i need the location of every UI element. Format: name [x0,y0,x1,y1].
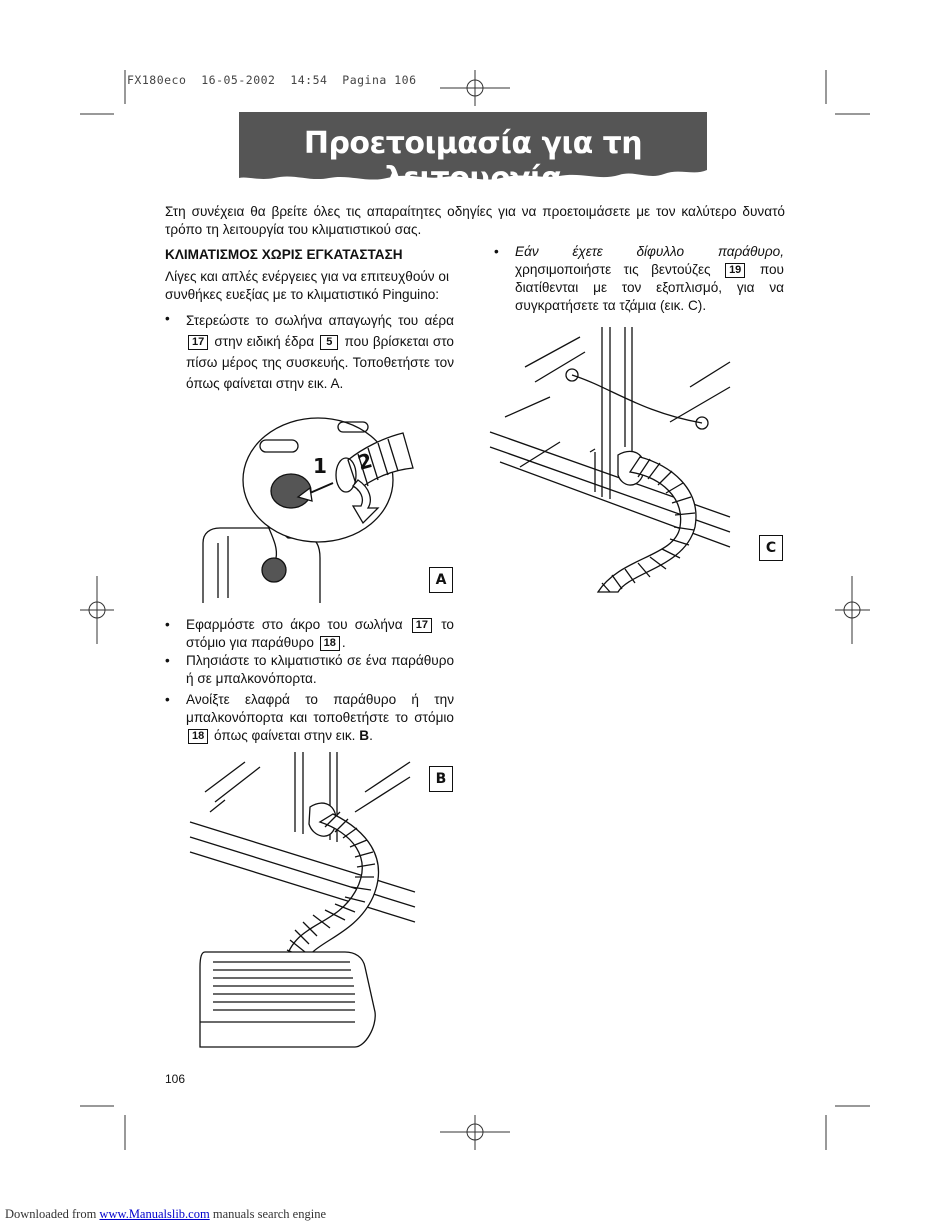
bullet-dot: • [165,692,170,707]
part-ref: 18 [188,729,208,744]
bullet-dot: • [494,244,499,259]
manualslib-link[interactable]: www.Manualslib.com [99,1207,210,1221]
section-lead: Λίγες και απλές ενέργειες για να επιτευχθούν οι συνθήκες ευεξίας με το κλιματιστικό Pinguino: [165,269,449,302]
intro-paragraph: Στη συνέχεια θα βρείτε όλες τις απαραίτητες οδηγίες για να προετοιμάσετε με τον καλύτερο δυνατό τρόπο τη λειτουργία του κλιματιστικού σας. [165,204,785,237]
bullet-text: χρησιμοποιήστε τις βεντούζες [515,262,711,277]
bullet-text: στην ειδική έδρα [214,334,315,349]
italic-text: Εάν έχετε δίφυλλο παράθυρο, [515,244,784,259]
part-ref: 19 [725,263,745,278]
figure-c-illustration [490,327,735,592]
part-ref: 5 [320,335,338,350]
figure-b-label: B [429,766,453,792]
bullet-text: . [341,635,346,650]
footer-prefix: Downloaded from [5,1207,97,1221]
bullet-text: Εφαρμόστε στο άκρο του σωλήνα [186,617,403,632]
figure-b-illustration [185,752,420,1047]
part-ref: 17 [412,618,432,633]
bullet-text: το στόμιο για παράθυρο [186,617,454,650]
download-footer [5,1207,326,1222]
figure-a-step-1: 1 [313,454,327,478]
figure-c-label: C [759,535,783,561]
figure-a-step-2: 2 [355,448,375,475]
part-ref: 17 [188,335,208,350]
bullet-text: Στερεώστε το σωλήνα απαγωγής του αέρα [186,313,454,328]
bullet-dot: • [165,653,170,668]
bullet-text: που βρίσκεται στο πίσω μέρος της συσκευής. Τοποθετήστε τον όπως φαίνεται στην εικ. Α. [186,334,454,391]
page-number: 106 [165,1072,186,1086]
bullet-text: που διατίθενται με τον εξοπλισμό, για να συγκρατήσετε τα τζάμια (εικ. C). [515,262,784,313]
figure-a-illustration [198,408,438,603]
page-title: Προετοιμασία για τη λειτουργία [303,126,643,196]
bullet-text: Ανοίξτε ελαφρά το παράθυρο ή την μπαλκονόπορτα και τοποθετήστε το στόμιο [186,692,454,725]
bullet-dot: • [165,311,170,326]
print-header: FX180eco 16-05-2002 14:54 Pagina 106 [127,73,417,87]
figure-a-label: A [429,567,453,593]
bullet-text: όπως φαίνεται στην εικ. [214,728,356,743]
bullet-text: . [369,728,373,743]
part-ref: 18 [320,636,340,651]
section-title: ΚΛΙΜΑΤΙΣΜΟΣ ΧΩΡΙΣ ΕΓΚΑΤΑΣΤΑΣΗ [165,247,403,262]
footer-suffix: manuals search engine [212,1207,326,1221]
figure-ref: B [359,728,370,743]
bullet-text: Πλησιάστε το κλιματιστικό σε ένα παράθυρο ή σε μπαλκονόπορτα. [186,653,454,686]
bullet-dot: • [165,617,170,632]
